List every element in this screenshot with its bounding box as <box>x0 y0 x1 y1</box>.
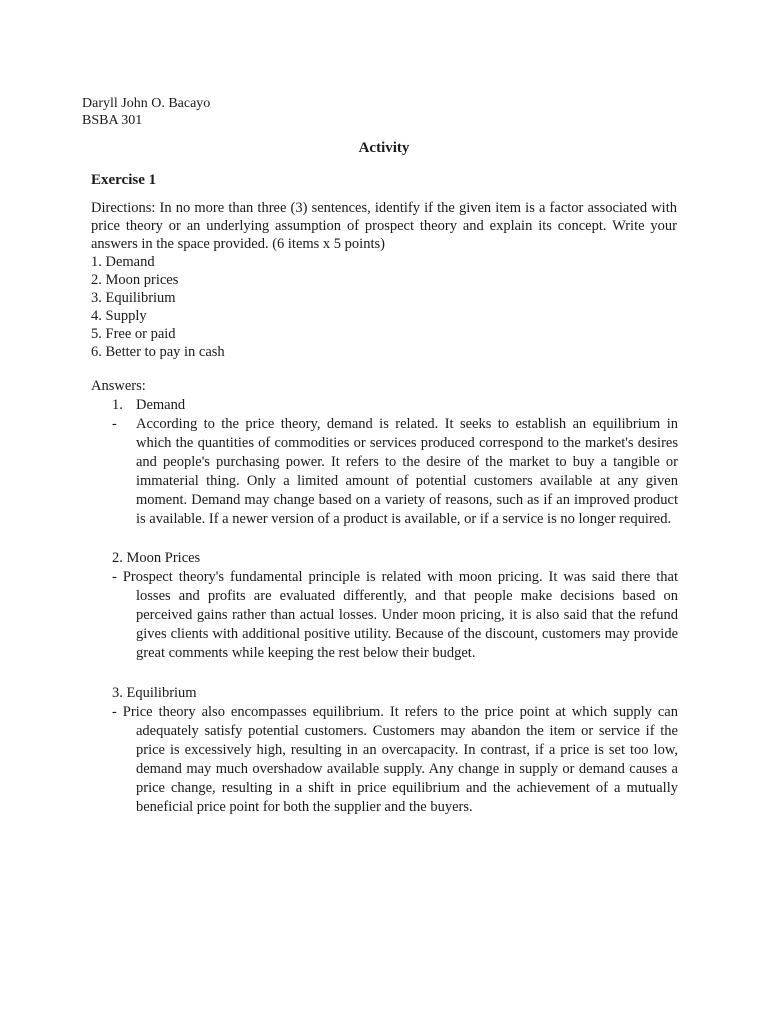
author-block <box>82 95 210 129</box>
list-item: 5. Free or paid <box>91 326 176 342</box>
page-title: Activity <box>358 140 410 156</box>
course-code: BSBA 301 <box>82 113 143 128</box>
answer-equilibrium <box>112 684 678 817</box>
answer-text-block <box>112 568 678 663</box>
list-item: 4. Supply <box>91 308 147 324</box>
answer-heading: 3. Equilibrium <box>112 685 197 701</box>
list-item: 3. Equilibrium <box>91 290 176 306</box>
answer-text: - Price theory also encompasses equilibrium. It refers to the price point at which supply can adequately satisfy potential customers. Customers may abandon the item or service if the price is excessively high, resulting in an overcapacity. In contrast, if a price is set too low, demand may much overshadow available supply. Any change in supply or demand causes a price change, resulting in a shift in price equilibrium and the achievement of a mutually beneficial price point for both the supplier and the buyers. <box>112 704 678 815</box>
answers-label: Answers: <box>91 378 146 394</box>
exercise-heading: Exercise 1 <box>91 172 157 188</box>
answer-title: Demand <box>136 397 186 413</box>
author-name: Daryll John O. Bacayo <box>82 96 211 111</box>
item-list <box>91 253 225 361</box>
answer-text-block <box>112 415 678 529</box>
list-item: 2. Moon prices <box>91 272 179 288</box>
answer-moon-prices <box>112 549 678 663</box>
answer-heading: 2. Moon Prices <box>112 550 201 566</box>
answer-demand <box>112 396 678 529</box>
directions-paragraph: Directions: In no more than three (3) sentences, identify if the given item is a factor associated with price theory or an underlying assumption of prospect theory and explain its concept. Write your answers in the space provided. (6 items x 5 points) <box>91 200 677 252</box>
answer-number: 1. <box>112 397 123 413</box>
answer-text: - Prospect theory's fundamental principle is related with moon pricing. It was said there that losses and profits are evaluated differently, and that people make decisions based on perceived gains rather than actual losses. Under moon pricing, it is also said that the refund gives clients with additional positive utility. Because of the discount, customers may provide great comments while keeping the rest below their budget. <box>112 569 678 661</box>
bullet-dash: - <box>112 416 117 432</box>
list-item: 6. Better to pay in cash <box>91 344 225 360</box>
answer-heading <box>112 396 678 415</box>
answer-text: According to the price theory, demand is related. It seeks to establish an equilibrium in which the quantities of commodities or services produced correspond to the market's desires and people's purchasing power. It refers to the desire of the market to buy a tangible or immaterial thing. Only a limited amount of potential customers available at any given moment. Demand may change based on a variety of reasons, such as if an improved product is available. If a newer version of a product is available, or if a service is no longer required. <box>136 416 678 527</box>
answer-text-block <box>112 703 678 817</box>
list-item: 1. Demand <box>91 254 155 270</box>
